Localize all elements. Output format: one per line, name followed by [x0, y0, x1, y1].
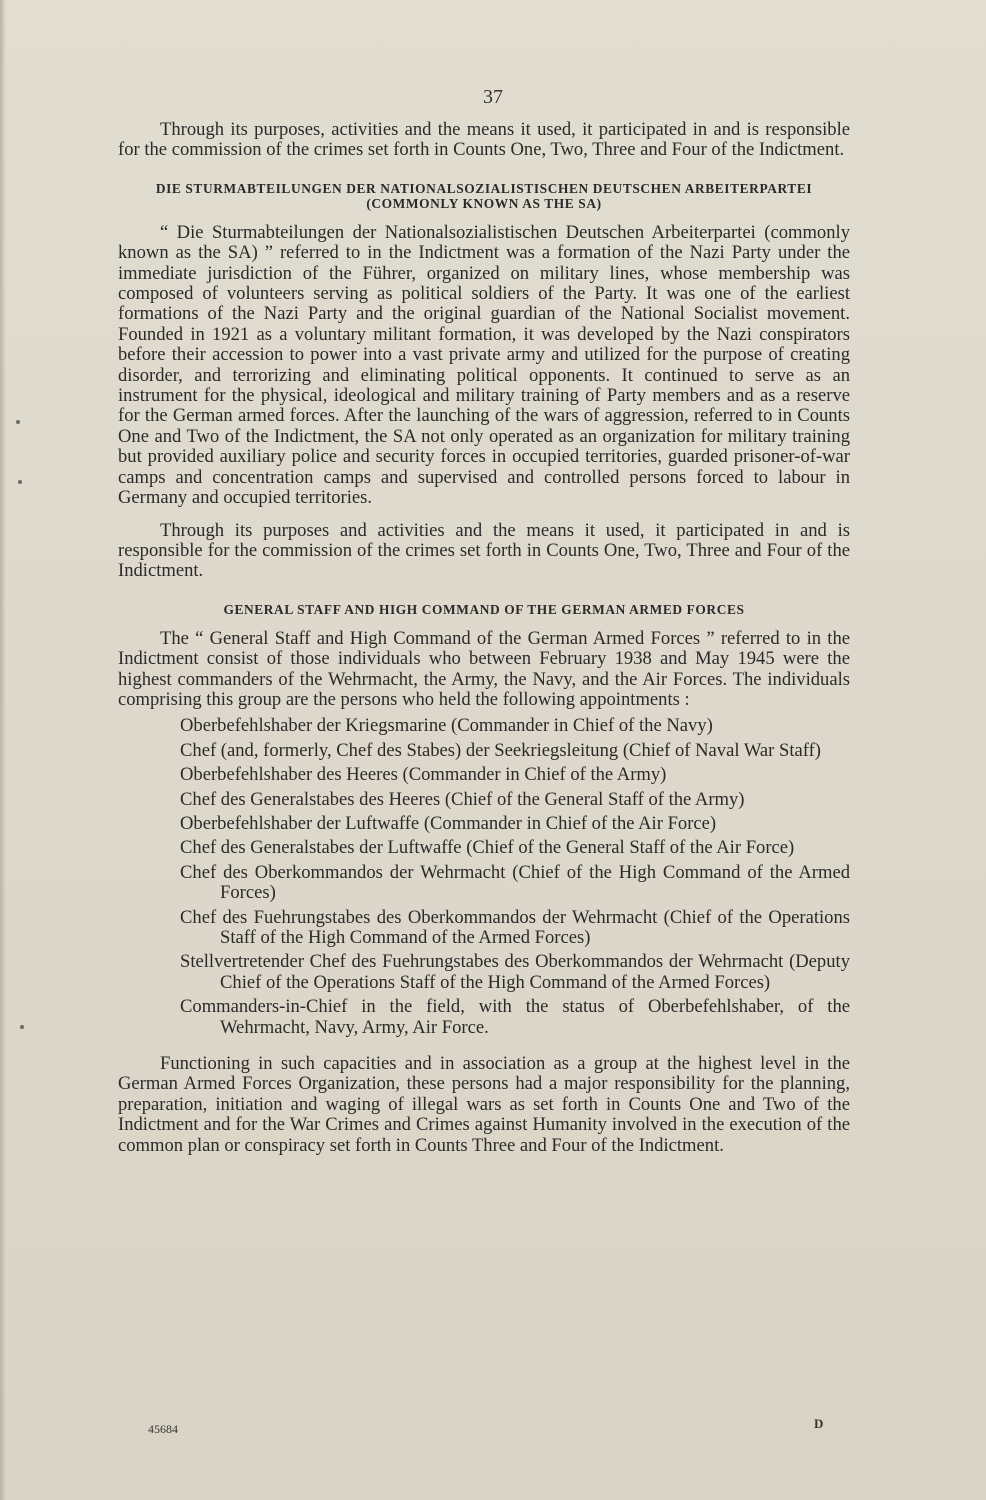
paragraph-general-staff-description: The “ General Staff and High Command of the German Armed Forces ” referred to in the Indictment consist of those individuals who between February 1938 and May 1945 were the highest commanders of the Wehrmacht, the Army, the Navy, and the Air Forces. The individuals comprising this group are the persons who held the following appointments :	[118, 627, 850, 710]
appointment-item: Chef (and, formerly, Chef des Stabes) der Seekriegsleitung (Chief of Naval War Staff)	[180, 739, 821, 761]
appointment-item: Chef des Fuehrungstabes des Oberkommandos der Wehrmacht (Chief of the Operations Staff of the High Command of the Armed Forces)	[180, 906, 850, 948]
paragraph-closing-previous-section: Through its purposes, activities and the means it used, it participated in and is responsible for the commission of the crimes set forth in Counts One, Two, Three and Four of the Indictment.	[118, 119, 850, 161]
page-number: 37	[483, 86, 503, 108]
appointment-item: Stellvertretender Chef des Fuehrungstabes des Oberkommandos der Wehrmacht (Deputy Chief of the Operations Staff of the High Command of the Armed Forces)	[180, 951, 850, 993]
appointment-item: Chef des Generalstabes des Heeres (Chief of the General Staff of the Army)	[180, 788, 745, 810]
appointment-item: Oberbefehlshaber des Heeres (Commander in Chief of the Army)	[180, 764, 667, 786]
appointment-item: Commanders-in-Chief in the field, with the status of Oberbefehlshaber, of the Wehrmacht, Navy, Army, Air Force.	[180, 996, 850, 1038]
page-edge-shadow	[0, 0, 6, 1500]
margin-speck	[18, 480, 22, 484]
margin-speck	[16, 420, 20, 424]
appointments-list	[118, 716, 850, 1038]
section-heading-general-staff: GENERAL STAFF AND HIGH COMMAND OF THE GERMAN ARMED FORCES	[223, 601, 745, 617]
margin-speck	[20, 1025, 24, 1029]
appointment-item: Chef des Oberkommandos der Wehrmacht (Chief of the High Command of the Armed Forces)	[180, 861, 850, 904]
appointment-item: Chef des Generalstabes der Luftwaffe (Chief of the General Staff of the Air Force)	[180, 837, 795, 859]
appointment-item: Oberbefehlshaber der Kriegsmarine (Commander in Chief of the Navy)	[180, 715, 713, 737]
page-body	[118, 120, 850, 1156]
paragraph-sa-description: “ Die Sturmabteilungen der Nationalsozialistischen Deutschen Arbeiterpartei (commonly known as the SA) ” referred to in the Indictment was a formation of the Nazi Party under the immediate jurisdiction of the Führer, organized on military lines, whose membership was composed of volunteers serving as political soldiers of the Party. It was one of the earliest formations of the Nazi Party and the original guardian of the National Socialist movement. Founded in 1921 as a voluntary militant formation, it was developed by the Nazi conspirators before their accession to power into a vast private army and utilized for the purpose of creating disorder, and terrorizing and eliminating political opponents. It continued to serve as an instrument for the physical, ideological and military training of Party members and as a reserve for the German armed forces. After the launching of the wars of aggression, referred to in Counts One and Two of the Indictment, the SA not only operated as an organization for military training but provided auxiliary police and security forces in occupied territories, guarded prisoner-of-war camps and concentration camps and supervised and controlled persons forced to labour in Germany and occupied territories.	[118, 221, 850, 509]
print-code: 45684	[148, 1422, 178, 1436]
paragraph-sa-responsibility: Through its purposes and activities and the means it used, it participated in and is responsible for the commission of the crimes set forth in Counts One, Two, Three and Four of the Indictment.	[118, 519, 850, 582]
paragraph-general-staff-responsibility: Functioning in such capacities and in association as a group at the highest level in the German Armed Forces Organization, these persons had a major responsibility for the planning, preparation, initiation and waging of illegal wars as set forth in Counts One and Two of the Indictment and for the War Crimes and Crimes against Humanity involved in the execution of the common plan or conspiracy set forth in Counts Three and Four of the Indictment.	[118, 1053, 850, 1156]
appointment-item: Oberbefehlshaber der Luftwaffe (Commander in Chief of the Air Force)	[180, 812, 717, 834]
section-heading-sa: DIE STURMABTEILUNGEN DER NATIONALSOZIALISTISCHEN DEUTSCHEN ARBEITERPARTEI (COMMONLY KNOWN AS THE SA)	[155, 180, 813, 211]
signature-mark: D	[814, 1416, 824, 1431]
